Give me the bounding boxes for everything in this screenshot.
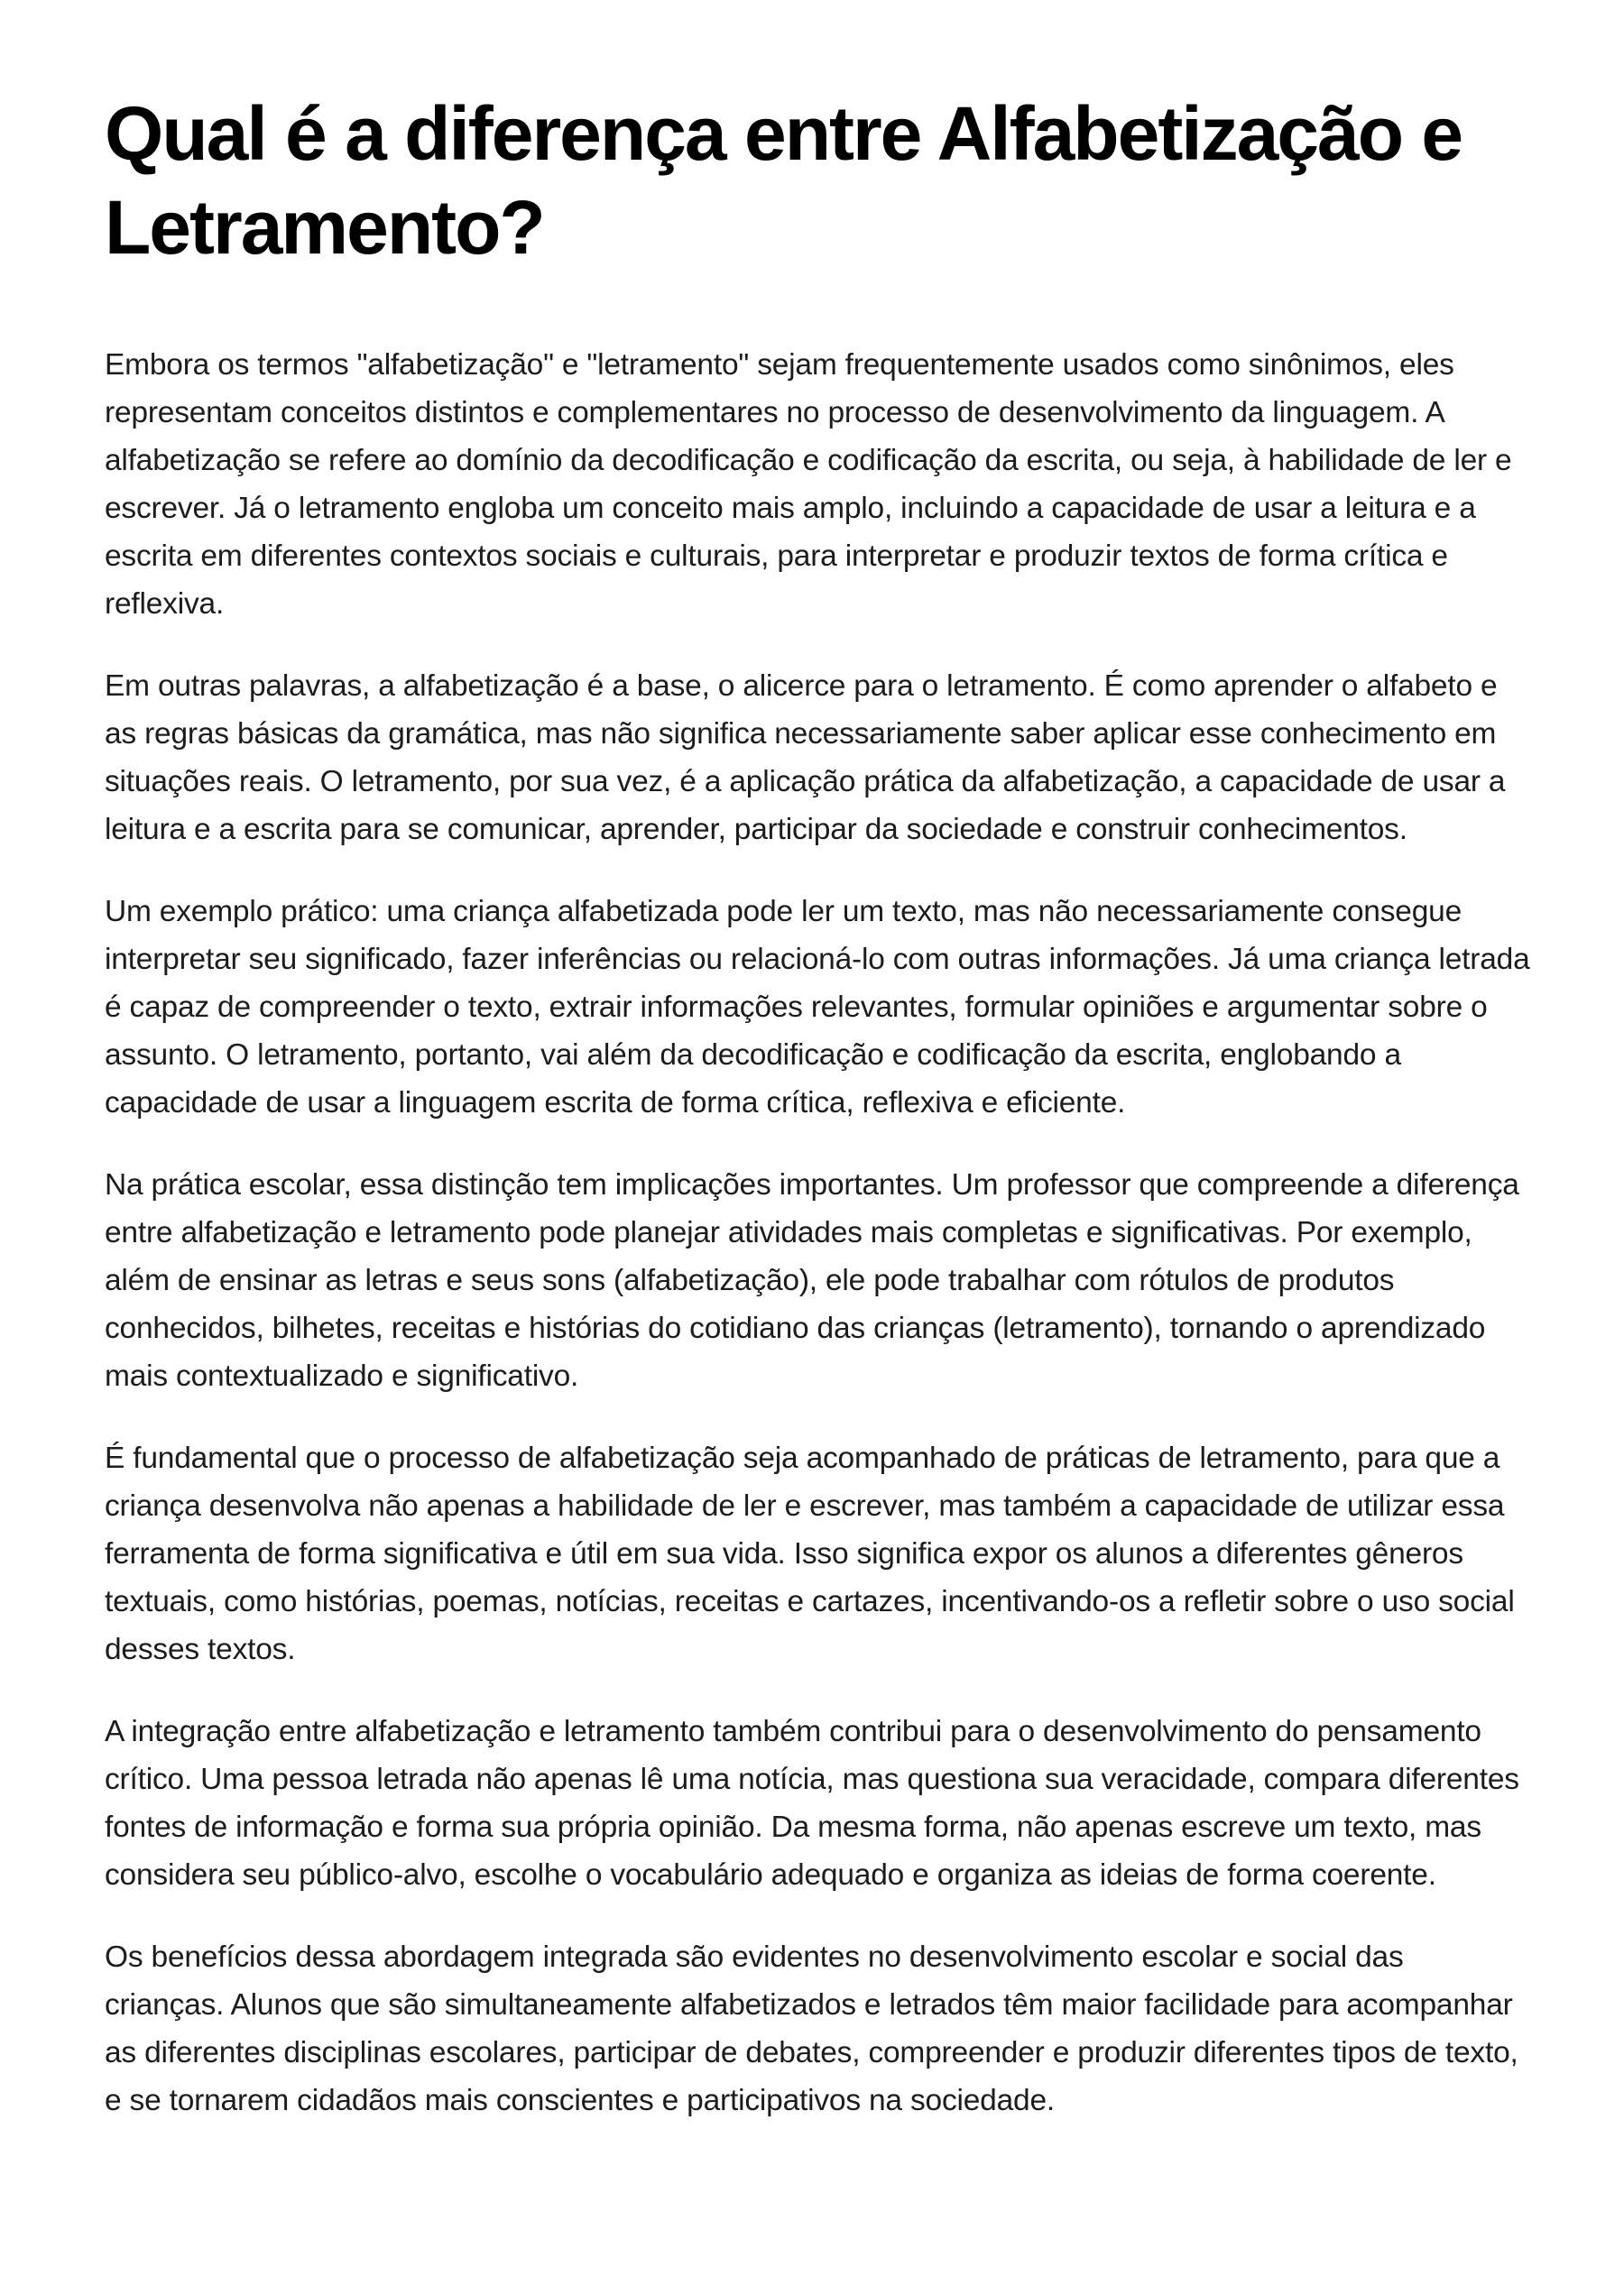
page-title: Qual é a diferença entre Alfabetização e Letramento? <box>105 91 1463 270</box>
paragraph: Embora os termos "alfabetização" e "letramento" sejam frequentemente usados como sinônimos, eles representam conceitos distintos e complementares no processo de desenvolvimento da linguagem. A alfabetização se refere ao domínio da decodificação e codificação da escrita, ou seja, à habilidade de ler e escrever. Já o letramento engloba um conceito mais amplo, incluindo a capacidade de usar a leitura e a escrita em diferentes contextos sociais e culturais, para interpretar e produzir textos de forma crítica e reflexiva. <box>105 348 1512 621</box>
paragraph: Um exemplo prático: uma criança alfabetizada pode ler um texto, mas não necessariamente consegue interpretar seu significado, fazer inferências ou relacioná-lo com outras informações. Já uma criança letrada é capaz de compreender o texto, extrair informações relevantes, formular opiniões e argumentar sobre o assunto. O letramento, portanto, vai além da decodificação e codificação da escrita, englobando a capacidade de usar a linguagem escrita de forma crítica, reflexiva e eficiente. <box>105 895 1530 1120</box>
document-page <box>105 87 1530 2159</box>
paragraph: A integração entre alfabetização e letramento também contribui para o desenvolvimento do pensamento crítico. Uma pessoa letrada não apenas lê uma notícia, mas questiona sua veracidade, compara diferentes fontes de informação e forma sua própria opinião. Da mesma forma, não apenas escreve um texto, mas considera seu público-alvo, escolhe o vocabulário adequado e organiza as ideias de forma coerente. <box>105 1715 1519 1892</box>
paragraph: Os benefícios dessa abordagem integrada são evidentes no desenvolvimento escolar e social das crianças. Alunos que são simultaneamente alfabetizados e letrados têm maior facilidade para acompanhar as diferentes disciplinas escolares, participar de debates, compreender e produzir diferentes tipos de texto, e se tornarem cidadãos mais conscientes e participativos na sociedade. <box>105 1940 1518 2117</box>
paragraph: Na prática escolar, essa distinção tem implicações importantes. Um professor que compreende a diferença entre alfabetização e letramento pode planejar atividades mais completas e significativas. Por exemplo, além de ensinar as letras e seus sons (alfabetização), ele pode trabalhar com rótulos de produtos conhecidos, bilhetes, receitas e histórias do cotidiano das crianças (letramento), tornando o aprendizado mais contextualizado e significativo. <box>105 1168 1519 1393</box>
paragraph: É fundamental que o processo de alfabetização seja acompanhado de práticas de letramento, para que a criança desenvolva não apenas a habilidade de ler e escrever, mas também a capacidade de utilizar essa ferramenta de forma significativa e útil em sua vida. Isso significa expor os alunos a diferentes gêneros textuais, como histórias, poemas, notícias, receitas e cartazes, incentivando-os a refletir sobre o uso social desses textos. <box>105 1442 1515 1666</box>
paragraph: Em outras palavras, a alfabetização é a base, o alicerce para o letramento. É como aprender o alfabeto e as regras básicas da gramática, mas não significa necessariamente saber aplicar esse conhecimento em situações reais. O letramento, por sua vez, é a aplicação prática da alfabetização, a capacidade de usar a leitura e a escrita para se comunicar, aprender, participar da sociedade e construir conhecimentos. <box>105 669 1506 846</box>
